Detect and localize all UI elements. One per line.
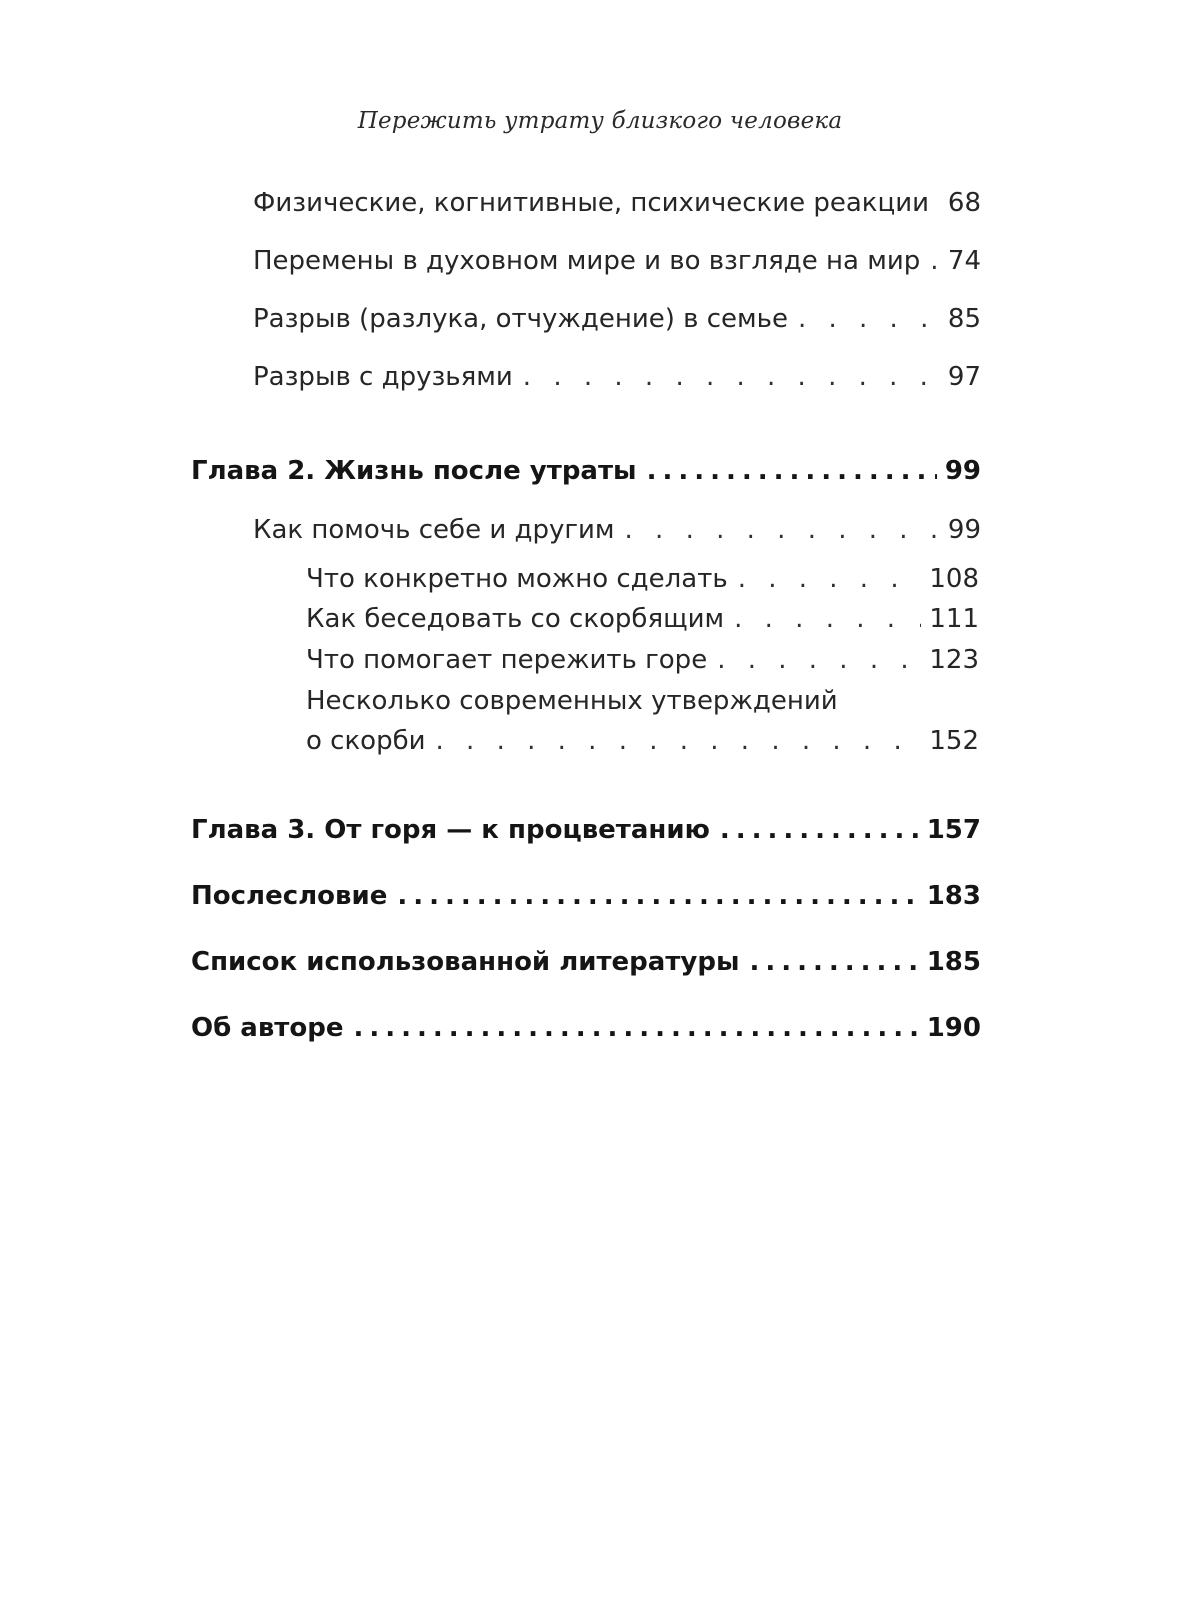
toc-subentry-page: 123 [929,645,979,675]
toc-entry-label: Разрыв с друзьями [253,362,513,392]
dot-leader [523,360,940,394]
toc-subentry-label: Что помогает пережить горе [306,645,708,675]
toc-entry-page: 68 [947,188,981,218]
toc-entry[interactable] [253,302,981,336]
dot-leader [749,945,918,979]
toc-entry-page: 97 [947,362,981,392]
toc-entry[interactable] [253,360,981,394]
toc-entry-label: Перемены в духовном мире и во взгляде на мир [253,246,921,276]
dot-leader [436,724,922,758]
toc-entry-label: Разрыв (разлука, отчуждение) в семье [253,304,788,334]
dot-leader [625,513,940,547]
toc-subentry-page: 111 [929,604,979,634]
toc-chapter-entry[interactable] [191,879,981,913]
dot-leader [930,244,940,278]
toc-chapter-entry[interactable] [191,454,981,488]
toc-entry[interactable] [253,244,981,278]
toc-subentry-label-line1[interactable]: Несколько современных утверждений [306,686,838,716]
dot-leader [717,643,921,677]
dot-leader [734,602,921,636]
toc-chapter-entry[interactable] [191,945,981,979]
toc-entry-page: 99 [947,515,981,545]
toc-entry[interactable] [253,513,981,547]
toc-subentry-label: Как беседовать со скорбящим [306,604,725,634]
toc-subentry-page: 108 [929,564,979,594]
toc-chapter-label: Список использованной литературы [191,947,740,977]
toc-chapter-page: 183 [926,881,981,911]
dot-leader [353,1011,918,1045]
toc-entry-label: Физические, когнитивные, психические реакции [253,188,929,218]
toc-chapter-label: Глава 3. От горя — к процветанию [191,815,710,845]
toc-chapter-label: Послесловие [191,881,388,911]
toc-subentry[interactable] [306,724,979,758]
toc-entry-label: Как помочь себе и другим [253,515,615,545]
toc-subentry[interactable] [306,602,979,636]
toc-chapter-entry[interactable] [191,813,981,847]
dot-leader [720,813,919,847]
toc-chapter-label: Глава 2. Жизнь после утраты [191,456,637,486]
toc-entry[interactable] [253,186,981,220]
toc-chapter-entry[interactable] [191,1011,981,1045]
dot-leader [647,454,937,488]
toc-subentry[interactable] [306,562,979,596]
dot-leader [939,186,940,220]
toc-chapter-label: Об авторе [191,1013,344,1043]
toc-subentry[interactable] [306,643,979,677]
toc-chapter-page: 157 [926,815,981,845]
toc-entry-page: 74 [947,246,981,276]
toc-subentry-page: 152 [929,726,979,756]
toc-chapter-page: 99 [944,456,981,486]
toc-subentry-label: Что конкретно можно сделать [306,564,728,594]
dot-leader [738,562,922,596]
dot-leader [397,879,918,913]
dot-leader [798,302,940,336]
toc-entry-page: 85 [947,304,981,334]
toc-chapter-page: 190 [926,1013,981,1043]
running-head: Пережить утрату близкого человека [357,108,843,134]
toc-subentry-label-line2: о скорби [306,726,426,756]
toc-chapter-page: 185 [926,947,981,977]
